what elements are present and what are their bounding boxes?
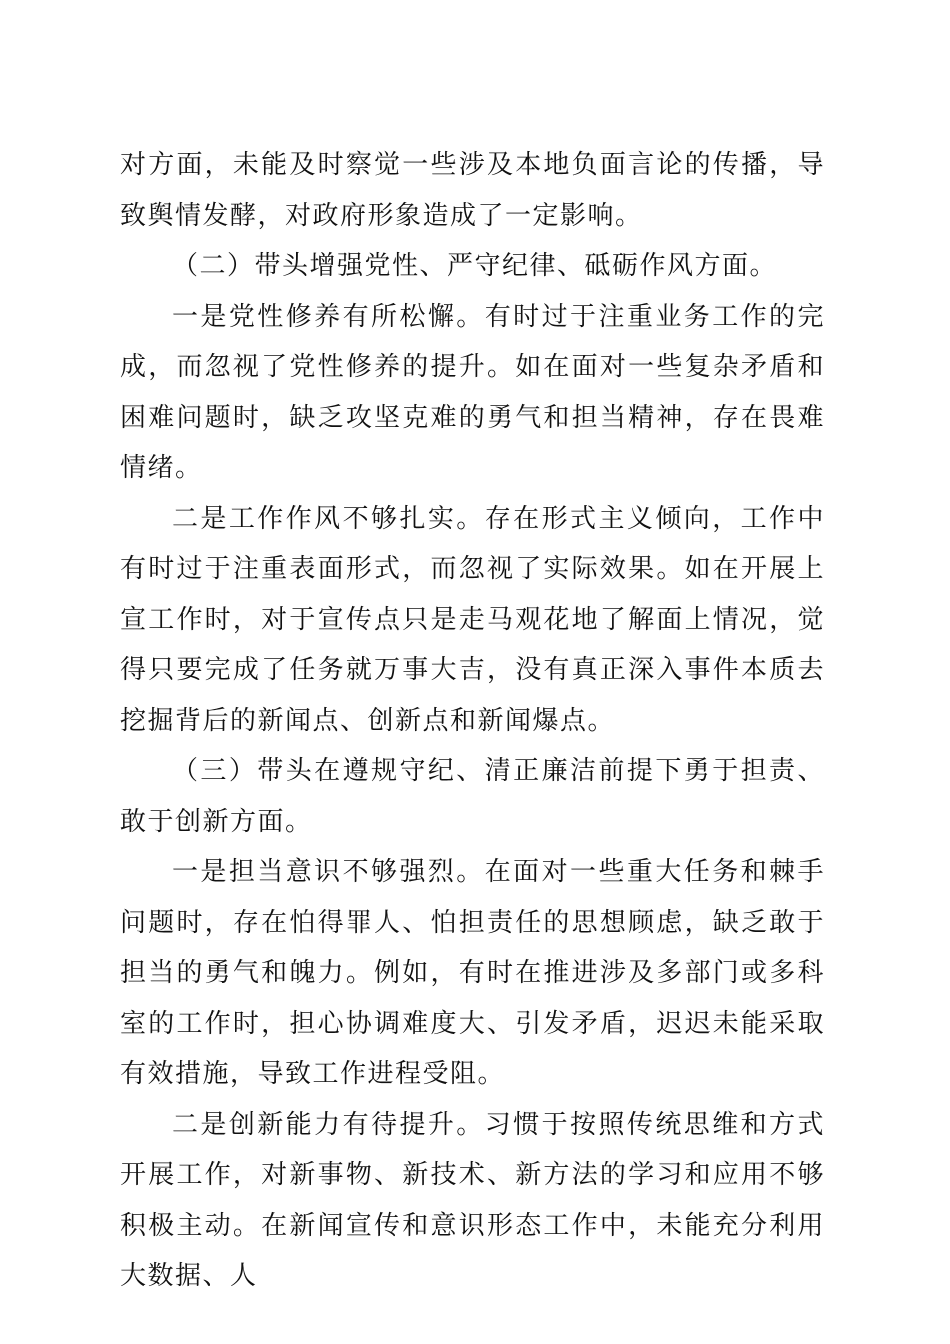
- paragraph-party-spirit: 一是党性修养有所松懈。有时过于注重业务工作的完成，而忽视了党性修养的提升。如在面对一些复杂矛盾和困难问题时，缺乏攻坚克难的勇气和担当精神，存在畏难情绪。: [120, 301, 825, 483]
- paragraph-work-style: 二是工作作风不够扎实。存在形式主义倾向，工作中有时过于注重表面形式，而忽视了实际效果。如在开展上宣工作时，对于宣传点只是走马观花地了解面上情况，觉得只要完成了任务就万事大吉，没有真正深入事件本质去挖掘背后的新闻点、创新点和新闻爆点。: [120, 503, 825, 736]
- document-body: [120, 140, 825, 1302]
- paragraph-continuation: 对方面，未能及时察觉一些涉及本地负面言论的传播，导致舆情发酵，对政府形象造成了一定影响。: [120, 150, 825, 231]
- section-heading-3: （三）带头在遵规守纪、清正廉洁前提下勇于担责、敢于创新方面。: [120, 756, 825, 837]
- paragraph-responsibility: 一是担当意识不够强烈。在面对一些重大任务和棘手问题时，存在怕得罪人、怕担责任的思想顾虑，缺乏敢于担当的勇气和魄力。例如，有时在推进涉及多部门或多科室的工作时，担心协调难度大、引发矛盾，迟迟未能采取有效措施，导致工作进程受阻。: [120, 857, 825, 1089]
- section-heading-2: （二）带头增强党性、严守纪律、砥砺作风方面。: [172, 251, 778, 281]
- paragraph-innovation: 二是创新能力有待提升。习惯于按照传统思维和方式开展工作，对新事物、新技术、新方法的学习和应用不够积极主动。在新闻宣传和意识形态工作中，未能充分利用大数据、人: [120, 1109, 825, 1291]
